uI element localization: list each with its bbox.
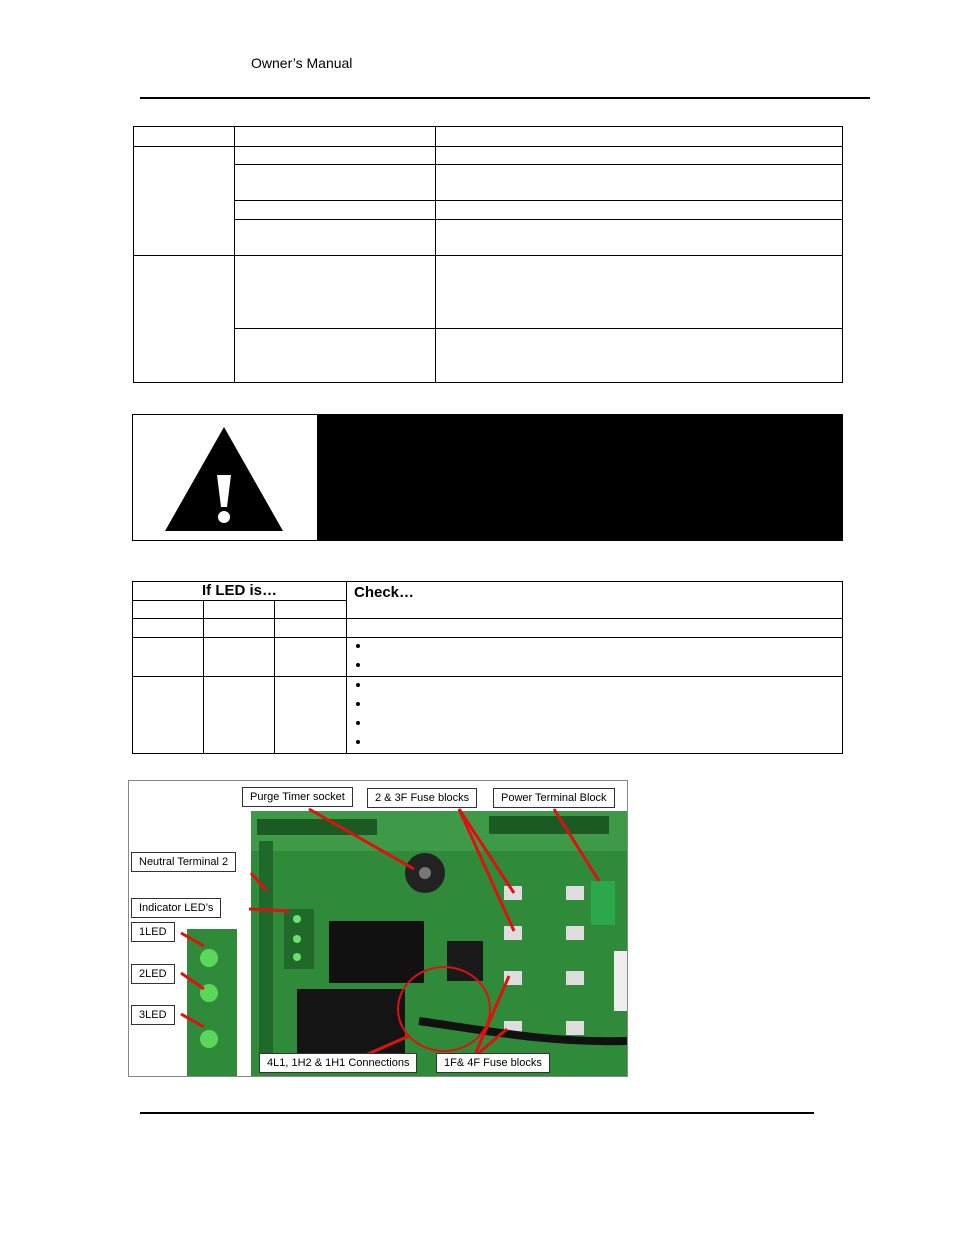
list-item: [371, 677, 842, 696]
circuit-board-photo: [128, 780, 628, 1077]
check-list-2: [347, 677, 843, 754]
list-item: [371, 696, 842, 715]
connections-label: 4L1, 1H2 & 1H1 Connections: [259, 1053, 417, 1073]
warning-text-panel: [317, 415, 842, 540]
header-title: Owner’s Manual: [251, 55, 353, 71]
warning-triangle-icon: [163, 425, 285, 533]
troubleshooting-table: [133, 126, 843, 383]
led3-label: 3LED: [131, 1005, 175, 1025]
led-table: [132, 581, 843, 754]
circuit-board-image: [129, 781, 627, 1076]
list-item: [371, 657, 842, 676]
fuse-14-label: 1F& 4F Fuse blocks: [436, 1053, 550, 1073]
neutral-terminal-label: Neutral Terminal 2: [131, 852, 236, 872]
warning-box: [132, 414, 843, 541]
list-item: [371, 734, 842, 753]
footer-rule: [140, 1112, 814, 1114]
power-terminal-label: Power Terminal Block: [493, 788, 615, 808]
header-rule: [140, 97, 870, 99]
purge-timer-label: Purge Timer socket: [242, 787, 353, 807]
indicator-leds-label: Indicator LED’s: [131, 898, 221, 918]
list-item: [371, 715, 842, 734]
fuse-23-label: 2 & 3F Fuse blocks: [367, 788, 477, 808]
check-list-1: [347, 638, 843, 677]
list-item: [371, 638, 842, 657]
led2-label: 2LED: [131, 964, 175, 984]
led1-label: 1LED: [131, 922, 175, 942]
led-table-group-header: If LED is…: [133, 582, 347, 601]
led-table-check-header: Check…: [347, 582, 843, 619]
